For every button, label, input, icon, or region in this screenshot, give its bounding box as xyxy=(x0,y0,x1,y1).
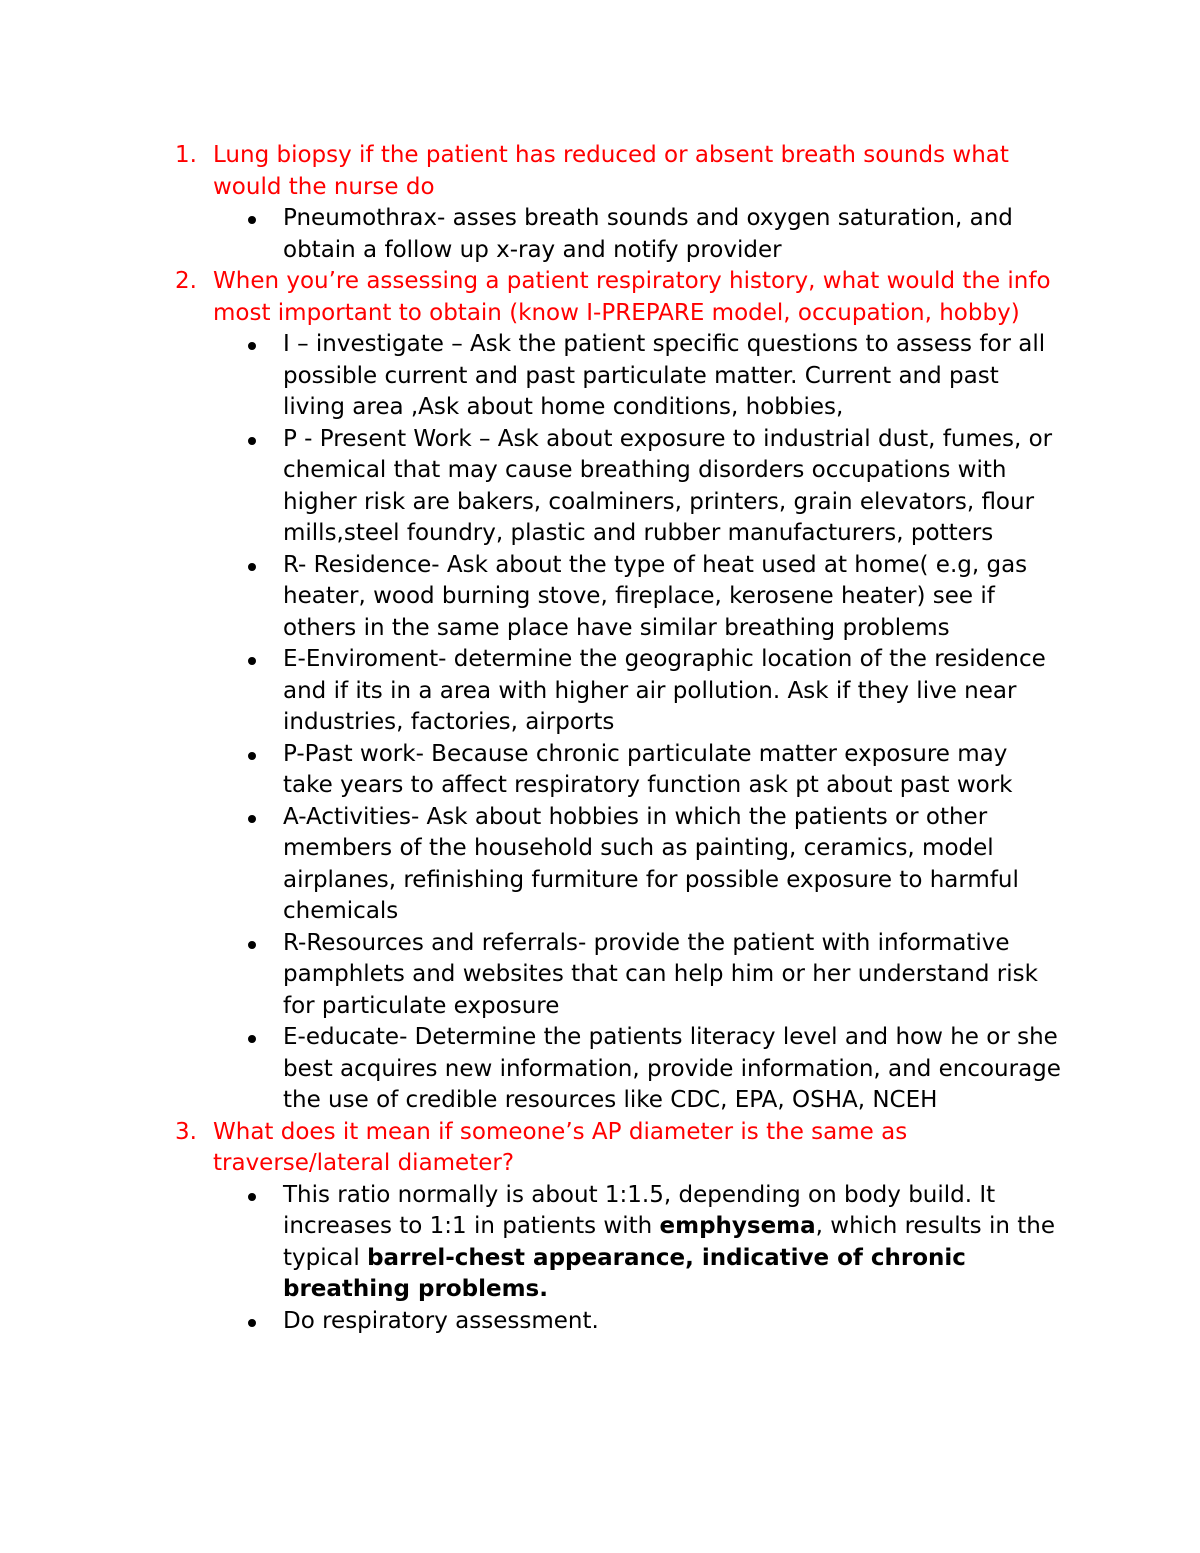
answer-bullet xyxy=(0,644,1063,739)
answer-bullet xyxy=(0,424,1063,550)
answer-text: P - Present Work – Ask about exposure to industrial dust, fumes, or chemical that may cause breathing disorders occupations with higher risk are bakers, coalminers, printers, grain elevators, flour mills,steel foundry, plastic and rubber manufacturers, potters xyxy=(283,425,1053,546)
answer-bullet xyxy=(0,329,1063,424)
answer-bullet xyxy=(0,739,1063,802)
answer-text-part: This ratio normally is about 1:1.5, depending on body build. It increases to 1:1 in patients with xyxy=(283,1181,996,1239)
answer-text xyxy=(283,1182,1055,1303)
answer-text: Pneumothrax- asses breath sounds and oxygen saturation, and obtain a follow up x-ray and notify provider xyxy=(283,205,1013,263)
answer-bullet xyxy=(0,1022,1063,1117)
answer-text: R-Resources and referrals- provide the patient with informative pamphlets and websites that can help him or her understand risk for particulate exposure xyxy=(283,929,1038,1019)
answer-bullet xyxy=(0,1180,1063,1306)
answer-text: E-Enviroment- determine the geographic location of the residence and if its in a area with higher air pollution. Ask if they live near industries, factories, airports xyxy=(283,646,1046,735)
question-text: Lung biopsy if the patient has reduced or absent breath sounds what would the nurse do xyxy=(213,142,1009,200)
question-item xyxy=(0,1117,1058,1180)
emphasis-phrase: barrel-chest appearance, indicative of chronic breathing problems. xyxy=(283,1244,966,1302)
question-item xyxy=(0,140,1058,203)
answer-bullet xyxy=(0,1306,1063,1338)
answer-text: P-Past work- Because chronic particulate matter exposure may take years to affect respiratory function ask pt about past work xyxy=(283,740,1013,798)
question-text: When you’re assessing a patient respiratory history, what would the info most important to obtain (know I-PREPARE model, occupation, hobby) xyxy=(213,268,1051,326)
bullet-icon xyxy=(248,563,256,571)
document-body xyxy=(0,140,1200,1337)
question-number: 2. xyxy=(175,268,197,294)
answer-text: Do respiratory assessment. xyxy=(283,1307,599,1334)
bullet-icon xyxy=(248,657,256,665)
bullet-icon xyxy=(248,941,256,949)
emphasis-term: emphysema xyxy=(659,1213,816,1239)
answer-text: A-Activities- Ask about hobbies in which the patients or other members of the household such as painting, ceramics, model airplanes, refinishing furmiture for possible exposure to harmful chemicals xyxy=(283,803,1019,924)
bullet-icon xyxy=(248,1193,256,1201)
bullet-icon xyxy=(248,752,256,760)
answer-text-part: , which results in the typical xyxy=(283,1213,1055,1271)
answer-bullet xyxy=(0,802,1063,928)
question-number: 1. xyxy=(175,142,197,168)
bullet-icon xyxy=(248,815,256,823)
bullet-icon xyxy=(248,1035,256,1043)
bullet-icon xyxy=(248,342,256,350)
answer-text: E-educate- Determine the patients literacy level and how he or she best acquires new information, provide information, and encourage the use of credible resources like CDC, EPA, OSHA, NCEH xyxy=(283,1024,1061,1113)
bullet-icon xyxy=(248,216,256,224)
answer-text: I – investigate – Ask the patient specific questions to assess for all possible current and past particulate matter. Current and past living area ,Ask about home conditions, hobbies, xyxy=(283,331,1046,420)
question-number: 3. xyxy=(175,1118,197,1145)
answer-bullet xyxy=(0,550,1063,645)
bullet-icon xyxy=(248,1319,256,1327)
answer-bullet xyxy=(0,928,1063,1023)
question-item xyxy=(0,266,1058,329)
question-text: What does it mean if someone’s AP diameter is the same as traverse/lateral diameter? xyxy=(213,1118,908,1176)
answer-bullet xyxy=(0,203,1063,266)
bullet-icon xyxy=(248,437,256,445)
answer-text: R- Residence- Ask about the type of heat used at home( e.g, gas heater, wood burning stove, fireplace, kerosene heater) see if others in the same place have similar breathing problems xyxy=(283,551,1028,641)
